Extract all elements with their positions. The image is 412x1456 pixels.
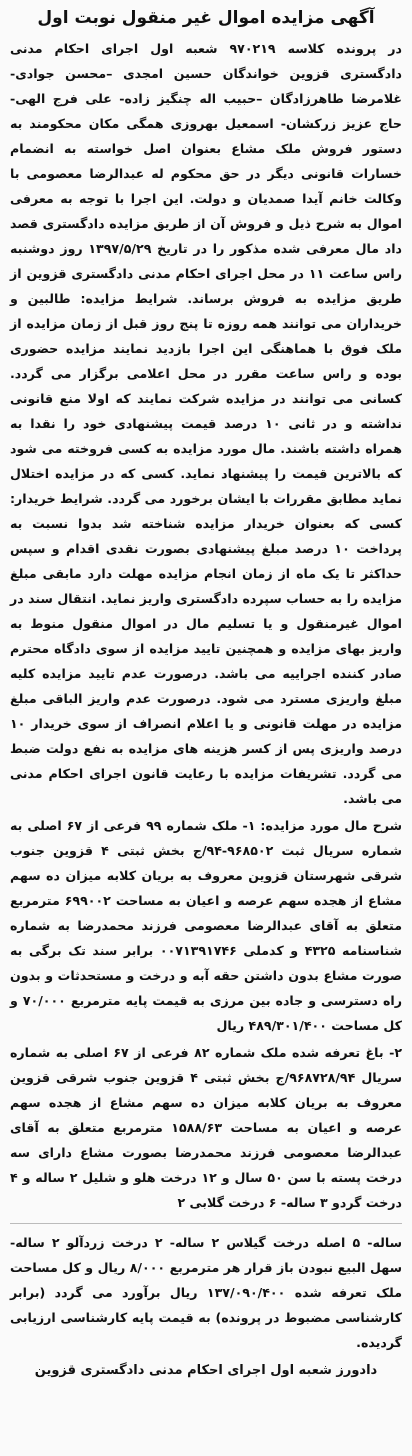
- notice-body-paragraph: در پرونده کلاسه ۹۷۰۲۱۹ شعبه اول اجرای احکام مدنی دادگستری قزوین خواندگان حسین امجدی –محسن جوادی- غلامرضا طاهرزادگان –حبیب اله چنگیز زاده- علی فرج الهی- حاج عزیز زرکشان- اسمعیل بهروزی همگی مکان محکومند به دستور فروش ملک مشاع بعنوان اصل خواسته به انضمام خسارات قانونی دیگر در حق محکوم له عبدالرضا معصومی با وکالت خانم آیدا صمدیان و دولت. این اجرا با توجه به معرفی اموال به شرح ذیل و فروش آن از طریق مزایده دادگستری قصد داد مال معرفی شده مذکور را در تاریخ ۱۳۹۷/۵/۲۹ روز دوشنبه راس ساعت ۱۱ در محل اجرای احکام مدنی دادگستری قزوین از طریق مزایده به فروش برساند. شرایط مزایده: طالبین و خریداران می توانند همه روزه تا پنج روز قبل از زمان مزایده از ملک فوق با هماهنگی این اجرا بازدید نمایند مزایده حضوری بوده و راس ساعت مقرر در محل اعلامی برگزار می گردد. کسانی می توانند در مزایده شرکت نمایند که اولا منع قانونی نداشته و در ثانی ۱۰ درصد قیمت پیشنهادی خود را نقدا به همراه داشته باشند. مال مورد مزایده به کسی فروخته می شود که بالاترین قیمت را پیشنهاد نماید. کسی که در مزایده اختلال نماید مطابق مقررات با ایشان برخورد می گردد. شرایط خریدار: کسی که بعنوان خریدار مزایده شناخته شد بدوا نسبت به پرداخت ۱۰ درصد مبلغ پیشنهادی بصورت نقدی اقدام و سپس حداکثر تا یک ماه از زمان انجام مزایده مهلت دارد مابقی مبلغ مزایده را به حساب سپرده دادگستری واریز نماید. انتقال سند در اموال غیرمنقول و یا تسلیم مال در اموال منقول منوط به واریز بهای مزایده و همچنین تایید مزایده از سوی دادگاه محترم صادر کننده اجراییه می باشد. درصورت عدم تایید مزایده کلیه مبلغ واریزی مسترد می شود. درصورت عدم واریز الباقی مبلغ مزایده در مهلت قانونی و یا اعلام انصراف از سوی خریدار ۱۰ درصد واریزی پس از کسر هزینه های مزایده به نفع دولت ضبط می گردد. تشریفات مزایده با رعایت قانون اجرای احکام مدنی می باشد.: [10, 41, 402, 806]
- property-description-2: ۲- باغ تعرفه شده ملک شماره ۸۲ فرعی از ۶۷ اصلی به شماره سریال ۹۶۸۷۲۸/۹۴/ج بخش ثبتی ۴ قزوین جنوب شرقی قزوین معروف به بریان کلابه میزان ده سهم مشاع از هجده سهم عرصه و اعیان به مساحت ۱۵۸۸/۶۳ مترمربع متعلق به آقای عبدالرضا معصومی فرزند محمدرضا بصورت مشاع دارای سه درخت پسته با سن ۵۰ سال و ۱۲ درخت هلو و شلیل ۲ ساله و ۴ درخت گردو ۳ ساله- ۶ درخت گلابی ۲: [10, 1045, 402, 1210]
- property-description-1: شرح مال مورد مزایده: ۱- ملک شماره ۹۹ فرعی از ۶۷ اصلی به شماره سریال ثبت ۹۶۸۵۰۲-۹۴/ج بخش ثبتی ۴ قزوین جنوب شرقی شهرستان قزوین معروف به بریان کلابه میزان ده سهم مشاع از هجده سهم عرصه و اعیان به مساحت ۶۹۹۰۰۲ مترمربع متعلق به آقای عبدالرضا معصومی فرزند محمدرضا به شماره شناسنامه ۴۳۲۵ و کدملی ۰۰۷۱۳۹۱۷۴۶ برابر سند تک برگی به صورت مشاع بدون داشتن حقه آبه و درخت و مستحدثات و بدون راه دسترسی و جاده بین مرزی به قیمت پایه مترمربع ۷۰/۰۰۰ و کل مساحت ۴۸۹/۳۰۱/۴۰۰ ریال: [10, 818, 402, 1033]
- column-divider: [10, 1223, 402, 1224]
- property-description-continuation: ساله- ۵ اصله درخت گیلاس ۲ ساله- ۲ درخت زردآلو ۲ ساله- سهل البیع نبودن باز قرار هر مترمربع ۸/۰۰۰ ریال و کل مساحت ملک تعرفه شده ۱۳۷/۰۹۰/۴۰۰ ریال برآورد می گردد (برابر کارشناسی مضبوط در پرونده) به قیمت پایه کارشناسی ارزیابی گردیده.: [10, 1235, 403, 1350]
- notice-title: آگهی مزایده اموال غیر منقول نوبت اول: [37, 8, 375, 28]
- notice-signature: دادورز شعبه اول اجرای احکام مدنی دادگستری قزوین: [34, 1363, 378, 1378]
